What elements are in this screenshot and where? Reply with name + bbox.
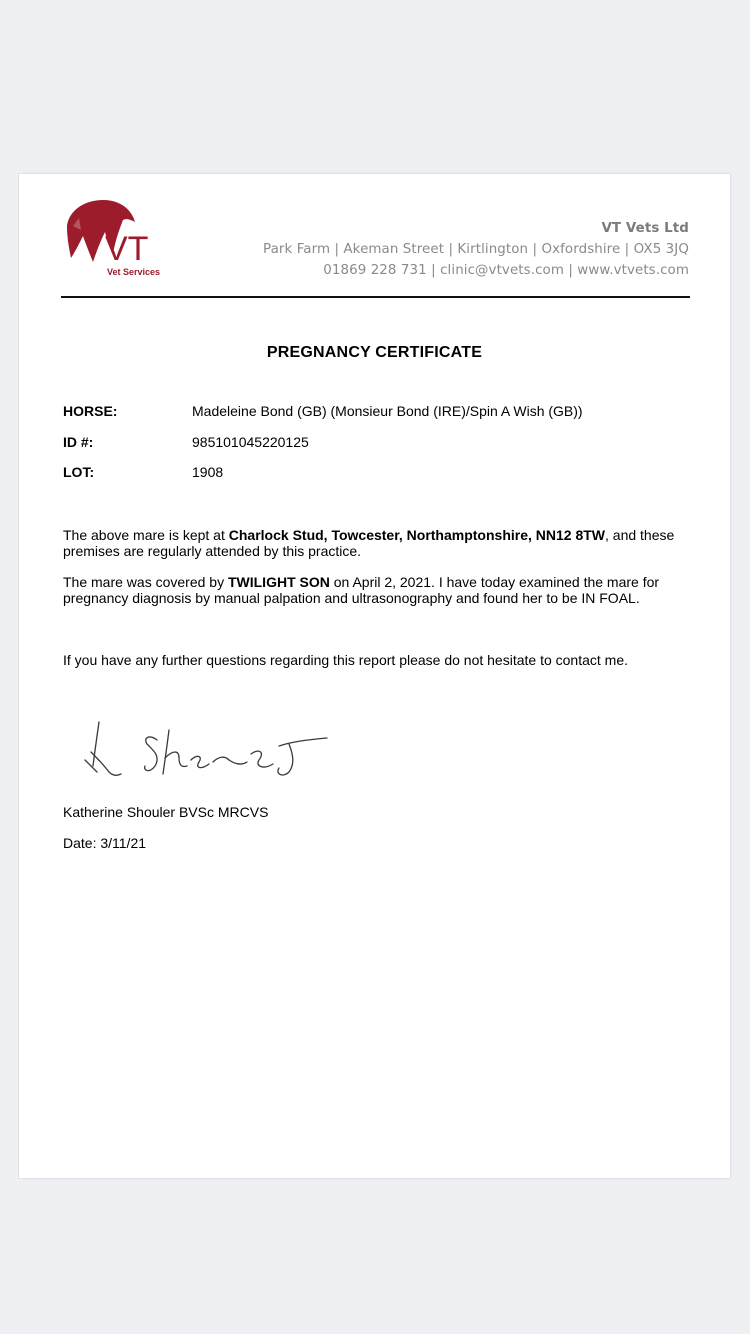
logo-letters: VT bbox=[105, 230, 149, 268]
handwritten-signature bbox=[79, 716, 339, 786]
lot-label: LOT: bbox=[63, 464, 95, 480]
document-title: PREGNANCY CERTIFICATE bbox=[266, 344, 483, 361]
premises-text-pre: The above mare is kept at bbox=[63, 527, 229, 543]
horse-head-logo-icon bbox=[61, 196, 181, 280]
premises-paragraph bbox=[63, 527, 693, 559]
lot-value: 1908 bbox=[192, 464, 224, 480]
examination-text-pre: The mare was covered by bbox=[63, 574, 228, 590]
horse-value: Madeleine Bond (GB) (Monsieur Bond (IRE)/Spin A Wish (GB)) bbox=[192, 403, 583, 419]
vt-vets-logo bbox=[61, 196, 181, 280]
certificate-date: Date: 3/11/21 bbox=[63, 835, 147, 851]
examination-text-post: on April 2, 2021. I have today examined the mare for pregnancy diagnosis by manual palpation and ultrasonography and found her to be IN FOAL. bbox=[63, 574, 660, 606]
stallion-name: TWILIGHT SON bbox=[227, 574, 330, 590]
signature-icon bbox=[79, 716, 339, 786]
contact-paragraph: If you have any further questions regarding this report please do not hesitate to contact me. bbox=[63, 652, 629, 668]
company-name: VT Vets Ltd bbox=[601, 221, 689, 236]
signatory-name: Katherine Shouler BVSc MRCVS bbox=[63, 804, 269, 820]
id-label: ID #: bbox=[63, 434, 94, 450]
header-divider bbox=[61, 296, 690, 298]
company-contact: 01869 228 731 | clinic@vtvets.com | www.vtvets.com bbox=[323, 263, 689, 278]
certificate-page bbox=[19, 174, 730, 1178]
company-address: Park Farm | Akeman Street | Kirtlington | Oxfordshire | OX5 3JQ bbox=[263, 242, 689, 257]
premises-text-post: , and these premises are regularly attended by this practice. bbox=[63, 527, 675, 559]
premises-location: Charlock Stud, Towcester, Northamptonshire, NN12 8TW bbox=[228, 527, 606, 543]
examination-paragraph bbox=[63, 574, 693, 606]
company-header bbox=[263, 218, 689, 281]
logo-tagline: Vet Services bbox=[107, 267, 161, 277]
id-value: 985101045220125 bbox=[192, 434, 309, 450]
horse-label: HORSE: bbox=[63, 403, 118, 419]
